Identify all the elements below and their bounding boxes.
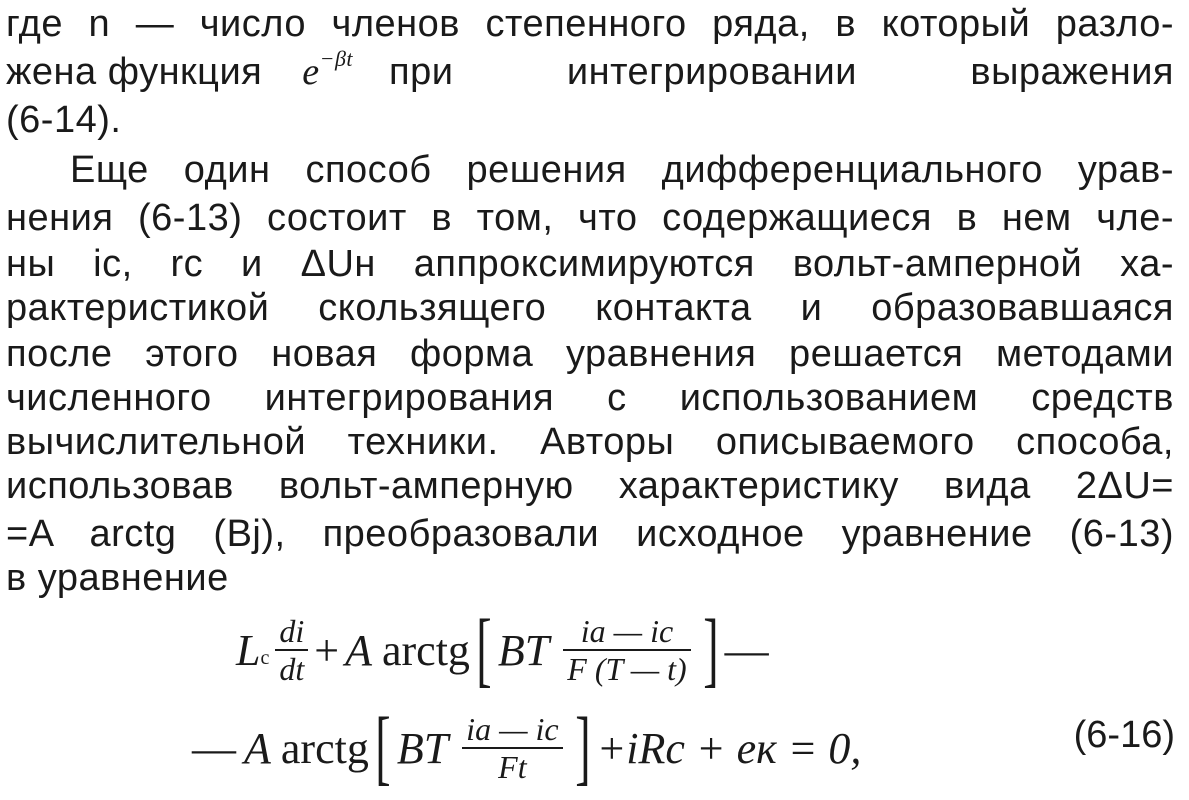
frac1-denominator: dt <box>279 651 305 687</box>
eq-leading-minus: — <box>192 723 236 773</box>
text-line-13: в уравнение <box>6 557 229 599</box>
frac2-numerator: iа — iс <box>580 613 674 649</box>
fraction-ia-ic-FTt <box>563 613 690 687</box>
equation-row-2 <box>192 700 861 796</box>
eq-A-2: A <box>244 723 271 773</box>
text-line-1: где n — число членов степенного ряда, в который разло- <box>6 3 1174 45</box>
fraction-ia-ic-Ft <box>462 711 562 785</box>
text-line-2 <box>6 46 1174 99</box>
left-bracket-2: [ <box>375 701 391 794</box>
right-bracket-1: ] <box>702 603 719 696</box>
text-line-10: вычислительной техники. Авторы описываемого способа, <box>6 421 1174 463</box>
exp-base: e <box>302 51 320 93</box>
eq-L: L <box>236 625 261 675</box>
text-line-5: нения (6-13) состоит в том, что содержащиеся в нем чле- <box>6 197 1174 239</box>
text-line-9: численного интегрирования с использованием средств <box>6 377 1174 419</box>
equation-number: (6-16) <box>1073 714 1175 756</box>
text-line-7: рактеристикой скользящего контакта и образовавшаяся <box>6 287 1174 329</box>
left-bracket-1: [ <box>476 603 492 696</box>
eq-plus-1: + <box>314 625 340 675</box>
text-line-3: (6-14). <box>6 99 122 141</box>
eq-trailing-minus: — <box>724 625 769 675</box>
eq-arctg-2: arctg <box>280 723 369 773</box>
eq-A-1: A <box>345 625 372 675</box>
text-line-8: после этого новая форма уравнения решается методами <box>6 333 1174 375</box>
eq-tail: +iRс + eк = 0, <box>596 723 862 773</box>
text-line-2-part-a: жена функция <box>6 51 263 93</box>
exp-superscript: −βt <box>319 46 354 71</box>
equation-row-1 <box>236 600 769 700</box>
eq-L-sub: с <box>260 646 270 669</box>
frac3-denominator: Ft <box>498 749 527 785</box>
text-line-2-part-c: при интегрировании выражения <box>389 51 1174 93</box>
text-line-12: =A arctg (Bj), преобразовали исходное уравнение (6-13) <box>6 513 1174 555</box>
frac1-numerator: di <box>279 613 305 649</box>
text-line-4: Еще один способ решения дифференциального урав- <box>70 149 1174 191</box>
eq-arctg-1: arctg <box>381 625 470 675</box>
text-line-6: ны iс, rс и ΔUн аппроксимируются вольт-амперной ха- <box>6 243 1174 285</box>
fraction-di-dt <box>275 613 308 687</box>
frac2-denominator: F (T — t) <box>567 651 687 687</box>
eq-BT-1: BT <box>497 625 550 675</box>
text-line-11: использовав вольт-амперную характеристику вида 2ΔU= <box>6 465 1174 507</box>
exponent-expression <box>302 46 354 99</box>
eq-BT-2: BT <box>396 723 449 773</box>
frac3-numerator: iа — iс <box>466 711 559 747</box>
right-bracket-2: ] <box>574 701 591 794</box>
